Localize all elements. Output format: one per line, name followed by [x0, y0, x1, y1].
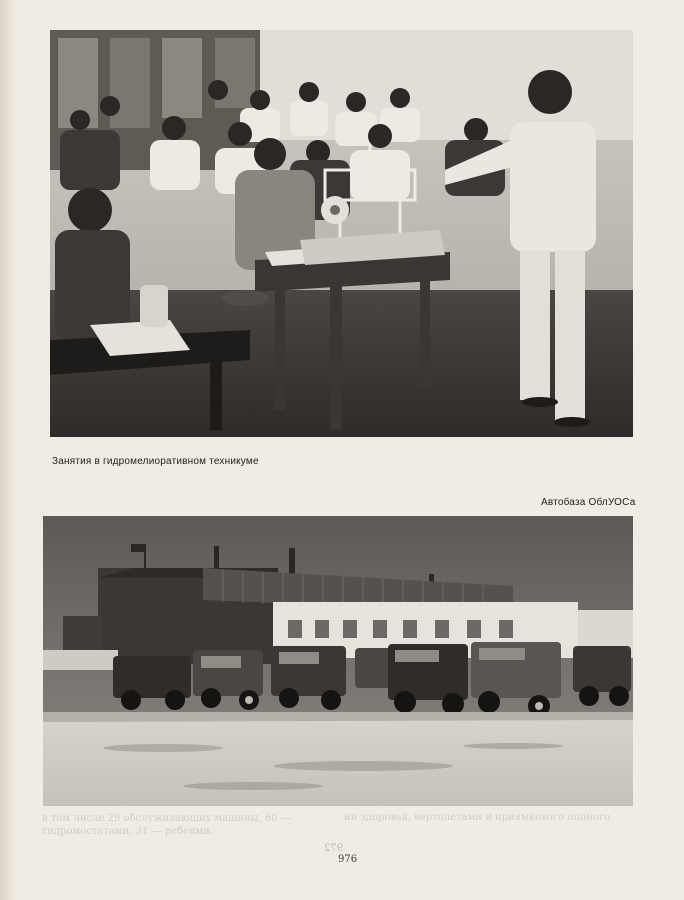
bleed-through-text-left: в том числе 29 обслуживающих машины, 60 — гидромостатами, 31 — ребеями.: [42, 813, 291, 837]
motor-depot-photo: [43, 516, 633, 806]
page-number: 976: [338, 854, 358, 865]
bleed-through-text-right: ии здоровья, вертолетами и приямкового полного: [344, 812, 611, 823]
motor-depot-caption: Автобаза ОблУОСа: [541, 497, 636, 508]
mirrored-page-number: 972: [324, 843, 344, 854]
classroom-photo: [50, 30, 633, 437]
classroom-caption: Занятия в гидромелиоративном техникуме: [52, 456, 259, 467]
page-spine-edge: [0, 0, 14, 900]
